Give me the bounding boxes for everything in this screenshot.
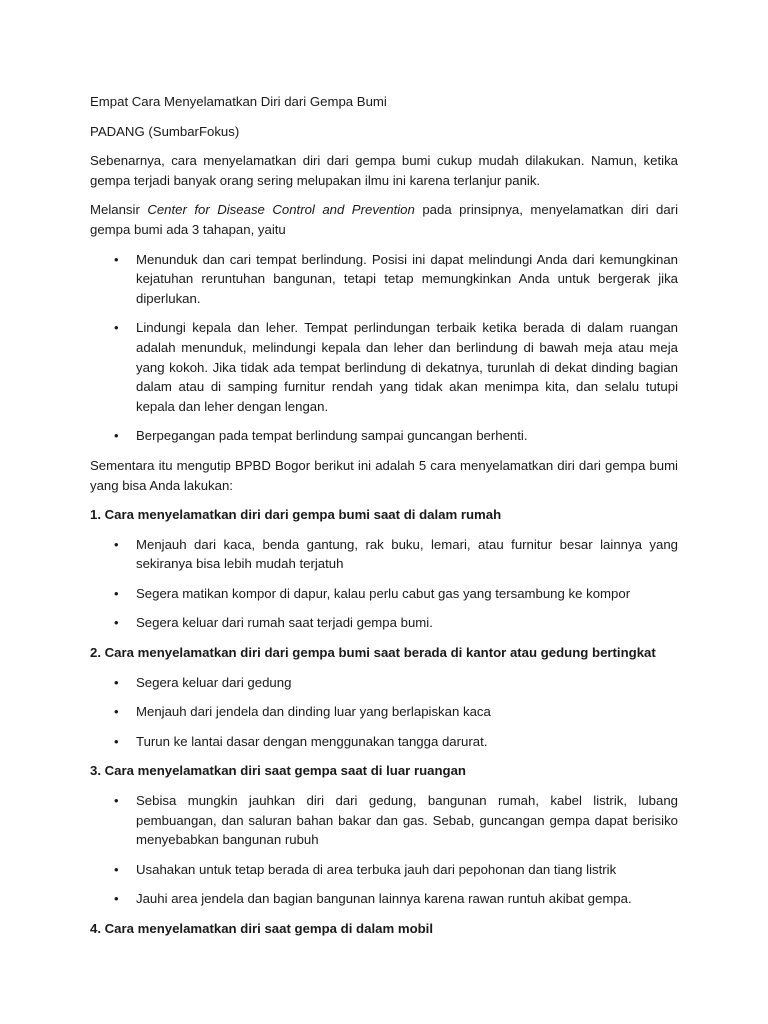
dateline: PADANG (SumbarFokus) xyxy=(90,123,240,139)
document-page xyxy=(90,92,678,949)
bpbd-intro-paragraph: Sementara itu mengutip BPBD Bogor berikut ini adalah 5 cara menyelamatkan diri dari gempa bumi yang bisa Anda lakukan: xyxy=(90,457,678,493)
cdc-paragraph xyxy=(90,200,678,239)
section-heading: 2. Cara menyelamatkan diri dari gempa bumi saat berada di kantor atau gedung bertingkat xyxy=(90,645,656,661)
list-item: • Berpegangan pada tempat berlindung sampai guncangan berhenti. xyxy=(90,426,678,446)
cdc-suffix: pada prinsipnya, menyelamatkan diri dari gempa bumi ada 3 tahapan, yaitu xyxy=(90,202,678,237)
list-item: • Sebisa mungkin jauhkan diri dari gedung, bangunan rumah, kabel listrik, lubang pembuangan, dan saluran bahan bakar dan gas. Sebab, guncangan gempa dapat berisiko menyebabkan bangunan rubuh xyxy=(90,791,678,850)
section-list xyxy=(90,673,678,752)
list-item: • Segera keluar dari gedung xyxy=(90,673,678,693)
article-title: Empat Cara Menyelamatkan Diri dari Gempa Bumi xyxy=(90,94,387,109)
list-item: • Jauhi area jendela dan bagian bangunan lainnya karena rawan runtuh akibat gempa. xyxy=(90,889,678,909)
list-item: • Lindungi kepala dan leher. Tempat perlindungan terbaik ketika berada di dalam ruangan adalah menunduk, melindungi kepala dan leher dan berlindung di bawah meja atau meja yang kokoh. Jika tidak ada tempat berlindung di dekatnya, turunlah di dekat dinding bagian dalam atau di samping furnitur rendah yang tidak akan menimpa kita, dan selalu tutupi kepala dan leher dengan lengan. xyxy=(90,318,678,416)
section-heading: 1. Cara menyelamatkan diri dari gempa bumi saat di dalam rumah xyxy=(90,507,502,523)
cdc-prefix: Melansir xyxy=(90,202,148,218)
cdc-steps-list xyxy=(90,250,678,446)
intro-paragraph: Sebenarnya, cara menyelamatkan diri dari gempa bumi cukup mudah dilakukan. Namun, ketika gempa terjadi banyak orang sering melupakan ilmu ini karena terlanjur panik. xyxy=(90,153,678,188)
list-item: • Turun ke lantai dasar dengan menggunakan tangga darurat. xyxy=(90,732,678,752)
list-item: • Menjauh dari jendela dan dinding luar yang berlapiskan kaca xyxy=(90,702,678,722)
section-list xyxy=(90,535,678,633)
list-item: • Usahakan untuk tetap berada di area terbuka jauh dari pepohonan dan tiang listrik xyxy=(90,860,678,880)
section-heading: 3. Cara menyelamatkan diri saat gempa saat di luar ruangan xyxy=(90,763,466,779)
list-item: • Segera matikan kompor di dapur, kalau perlu cabut gas yang tersambung ke kompor xyxy=(90,584,678,604)
cdc-source: Center for Disease Control and Prevention xyxy=(147,202,415,218)
list-item: • Menjauh dari kaca, benda gantung, rak buku, lemari, atau furnitur besar lainnya yang sekiranya bisa lebih mudah terjatuh xyxy=(90,535,678,574)
list-item: • Segera keluar dari rumah saat terjadi gempa bumi. xyxy=(90,613,678,633)
list-item: • Menunduk dan cari tempat berlindung. Posisi ini dapat melindungi Anda dari kemungkinan kejatuhan reruntuhan bangunan, tetapi tetap memungkinkan Anda untuk bergerak jika diperlukan. xyxy=(90,250,678,309)
section-heading: 4. Cara menyelamatkan diri saat gempa di dalam mobil xyxy=(90,921,434,936)
section-list xyxy=(90,791,678,909)
